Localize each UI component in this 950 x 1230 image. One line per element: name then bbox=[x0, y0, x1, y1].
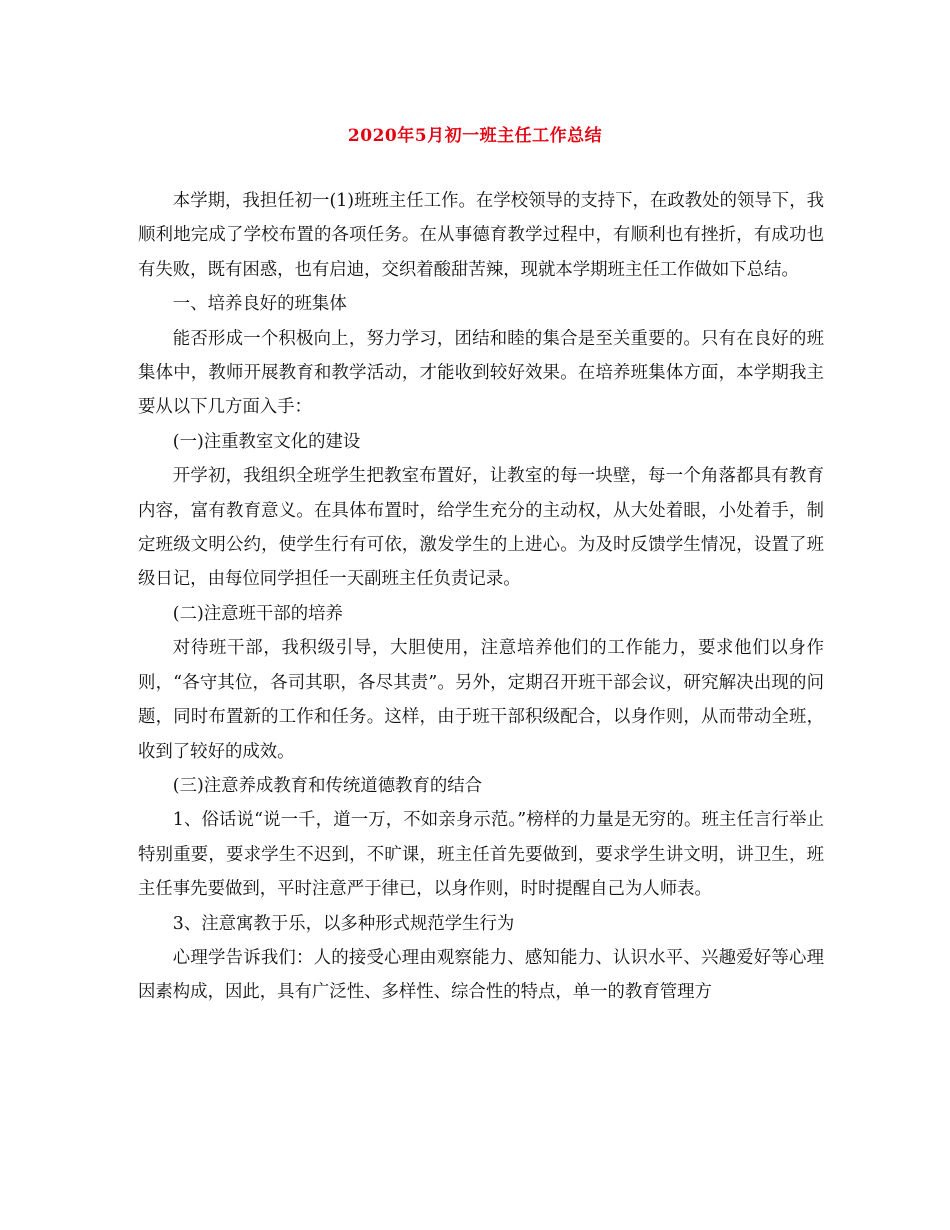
paragraph-section-1: 能否形成一个积极向上，努力学习，团结和睦的集合是至关重要的。只有在良好的班集体中，教师开展教育和教学活动，才能收到较好效果。在培养班集体方面，本学期我主要从以下几方面入手： bbox=[138, 328, 824, 418]
paragraph-point-3-heading: 3、注意寓教于乐，以多种形式规范学生行为 bbox=[172, 913, 515, 934]
paragraph-point-1: 1、俗话说“说一千，道一万，不如亲身示范。”榜样的力量是无穷的。班主任言行举止特别重要，要求学生不迟到，不旷课，班主任首先要做到，要求学生讲文明，讲卫生，班主任事先要做到，平时注意严于律已，以身作则，时时提醒自己为人师表。 bbox=[138, 810, 824, 900]
document-title: 2020年5月初一班主任工作总结 bbox=[347, 126, 603, 146]
paragraph-class-cadres: 对待班干部，我积级引导，大胆使用，注意培养他们的工作能力，要求他们以身作则，“各守其位，各司其职，各尽其责”。另外，定期召开班干部会议，研究解决出现的问题，同时布置新的工作和任务。这样，由于班干部积级配合，以身作则，从而带动全班，收到了较好的成效。 bbox=[138, 638, 824, 762]
document-body bbox=[138, 184, 824, 1010]
subsection-heading-2: (二)注意班干部的培养 bbox=[172, 603, 343, 624]
paragraph-classroom-culture: 开学初，我组织全班学生把教室布置好，让教室的每一块壁，每一个角落都具有教育内容，富有教育意义。在具体布置时，给学生充分的主动权，从大处着眼，小处着手，制定班级文明公约，使学生行有可依，激发学生的上进心。为及时反馈学生情况，设置了班级日记，由每位同学担任一天副班主任负责记录。 bbox=[138, 466, 824, 590]
paragraph-intro: 本学期，我担任初一(1)班班主任工作。在学校领导的支持下，在政教处的领导下，我顺利地完成了学校布置的各项任务。在从事德育教学过程中，有顺利也有挫折，有成功也有失败，既有困惑，也有启迪，交织着酸甜苦辣，现就本学期班主任工作做如下总结。 bbox=[138, 191, 824, 280]
subsection-heading-3: (三)注意养成教育和传统道德教育的结合 bbox=[172, 775, 483, 796]
paragraph-psychology: 心理学告诉我们：人的接受心理由观察能力、感知能力、认识水平、兴趣爱好等心理因素构成，因此，具有广泛性、多样性、综合性的特点，单一的教育管理方 bbox=[138, 947, 824, 1003]
subsection-heading-1: (一)注重教室文化的建设 bbox=[172, 431, 361, 452]
section-heading-1: 一、培养良好的班集体 bbox=[172, 294, 347, 315]
